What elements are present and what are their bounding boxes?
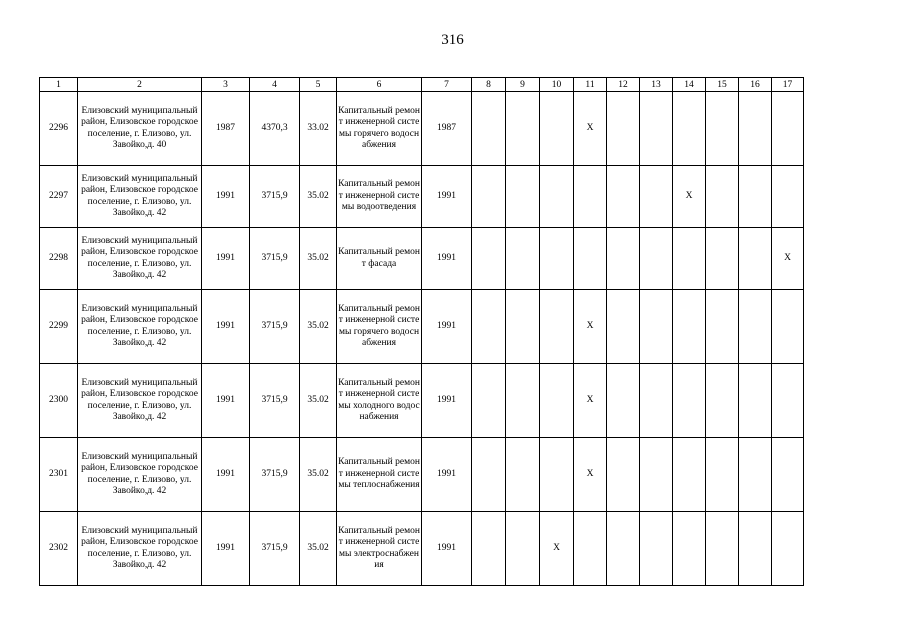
col-15-cell	[706, 364, 739, 438]
column-header-5: 5	[300, 78, 337, 92]
col-8-cell	[472, 290, 506, 364]
col-9-cell	[506, 92, 540, 166]
year-built-cell: 1991	[202, 166, 250, 228]
col-13-cell	[640, 166, 673, 228]
area-cell: 4370,3	[250, 92, 300, 166]
code-cell: 35.02	[300, 438, 337, 512]
column-header-7: 7	[422, 78, 472, 92]
col-14-cell	[673, 512, 706, 586]
table-row	[40, 290, 804, 364]
col-8-cell	[472, 228, 506, 290]
column-header-16: 16	[739, 78, 772, 92]
column-header-15: 15	[706, 78, 739, 92]
column-header-1: 1	[40, 78, 78, 92]
col-12-cell	[607, 438, 640, 512]
capital-repair-table	[39, 77, 804, 586]
address-cell: Елизовский муниципальный район, Елизовское городское поселение, г. Елизово, ул. Завойко,д. 40	[78, 92, 202, 166]
col-17-cell	[772, 290, 804, 364]
row-number-cell: 2296	[40, 92, 78, 166]
col-8-cell	[472, 166, 506, 228]
code-cell: 35.02	[300, 228, 337, 290]
col-16-cell	[739, 512, 772, 586]
col-12-cell	[607, 228, 640, 290]
table-row	[40, 438, 804, 512]
col-10-cell	[540, 228, 574, 290]
row-number-cell: 2297	[40, 166, 78, 228]
col-10-cell	[540, 364, 574, 438]
address-cell: Елизовский муниципальный район, Елизовское городское поселение, г. Елизово, ул. Завойко,д. 42	[78, 438, 202, 512]
code-cell: 33.02	[300, 92, 337, 166]
col-12-cell	[607, 290, 640, 364]
year-built-cell: 1991	[202, 438, 250, 512]
col-8-cell	[472, 364, 506, 438]
page-number: 316	[441, 32, 464, 48]
col-10-cell	[540, 290, 574, 364]
year-cell: 1991	[422, 228, 472, 290]
col-10-cell: X	[540, 512, 574, 586]
col-13-cell	[640, 290, 673, 364]
column-header-4: 4	[250, 78, 300, 92]
col-14-cell	[673, 364, 706, 438]
column-header-10: 10	[540, 78, 574, 92]
col-9-cell	[506, 228, 540, 290]
col-14-cell	[673, 438, 706, 512]
col-11-cell: X	[574, 92, 607, 166]
col-11-cell: X	[574, 364, 607, 438]
col-9-cell	[506, 166, 540, 228]
area-cell: 3715,9	[250, 166, 300, 228]
col-16-cell	[739, 166, 772, 228]
col-17-cell	[772, 438, 804, 512]
code-cell: 35.02	[300, 166, 337, 228]
col-9-cell	[506, 290, 540, 364]
year-cell: 1991	[422, 364, 472, 438]
table-row	[40, 512, 804, 586]
address-cell: Елизовский муниципальный район, Елизовское городское поселение, г. Елизово, ул. Завойко,д. 42	[78, 228, 202, 290]
col-8-cell	[472, 92, 506, 166]
col-13-cell	[640, 438, 673, 512]
col-13-cell	[640, 512, 673, 586]
work-type-cell: Капитальный ремонт фасада	[337, 228, 422, 290]
column-header-12: 12	[607, 78, 640, 92]
col-16-cell	[739, 92, 772, 166]
year-built-cell: 1991	[202, 512, 250, 586]
table-row	[40, 364, 804, 438]
col-10-cell	[540, 166, 574, 228]
address-cell: Елизовский муниципальный район, Елизовское городское поселение, г. Елизово, ул. Завойко,д. 42	[78, 512, 202, 586]
col-11-cell: X	[574, 290, 607, 364]
col-16-cell	[739, 438, 772, 512]
area-cell: 3715,9	[250, 290, 300, 364]
year-built-cell: 1991	[202, 364, 250, 438]
col-13-cell	[640, 228, 673, 290]
column-header-17: 17	[772, 78, 804, 92]
year-built-cell: 1987	[202, 92, 250, 166]
area-cell: 3715,9	[250, 364, 300, 438]
col-8-cell	[472, 438, 506, 512]
column-header-11: 11	[574, 78, 607, 92]
table-row	[40, 228, 804, 290]
table-body	[40, 92, 804, 586]
column-header-3: 3	[202, 78, 250, 92]
address-cell: Елизовский муниципальный район, Елизовское городское поселение, г. Елизово, ул. Завойко,д. 42	[78, 166, 202, 228]
col-16-cell	[739, 228, 772, 290]
row-number-cell: 2302	[40, 512, 78, 586]
col-9-cell	[506, 438, 540, 512]
col-14-cell	[673, 228, 706, 290]
col-13-cell	[640, 92, 673, 166]
row-number-cell: 2300	[40, 364, 78, 438]
col-12-cell	[607, 166, 640, 228]
work-type-cell: Капитальный ремонт инженерной системы электроснабжения	[337, 512, 422, 586]
col-15-cell	[706, 228, 739, 290]
year-built-cell: 1991	[202, 228, 250, 290]
year-cell: 1991	[422, 290, 472, 364]
work-type-cell: Капитальный ремонт инженерной системы водоотведения	[337, 166, 422, 228]
col-17-cell	[772, 166, 804, 228]
col-15-cell	[706, 290, 739, 364]
year-cell: 1991	[422, 512, 472, 586]
col-10-cell	[540, 438, 574, 512]
col-9-cell	[506, 364, 540, 438]
column-header-9: 9	[506, 78, 540, 92]
col-9-cell	[506, 512, 540, 586]
col-13-cell	[640, 364, 673, 438]
col-16-cell	[739, 290, 772, 364]
col-12-cell	[607, 364, 640, 438]
row-number-cell: 2298	[40, 228, 78, 290]
year-built-cell: 1991	[202, 290, 250, 364]
col-11-cell: X	[574, 438, 607, 512]
col-11-cell	[574, 166, 607, 228]
col-14-cell	[673, 290, 706, 364]
col-14-cell	[673, 92, 706, 166]
work-type-cell: Капитальный ремонт инженерной системы теплоснабжения	[337, 438, 422, 512]
column-header-8: 8	[472, 78, 506, 92]
year-cell: 1991	[422, 166, 472, 228]
col-14-cell: X	[673, 166, 706, 228]
work-type-cell: Капитальный ремонт инженерной системы горячего водоснабжения	[337, 92, 422, 166]
table-row	[40, 92, 804, 166]
row-number-cell: 2301	[40, 438, 78, 512]
table-row	[40, 166, 804, 228]
col-10-cell	[540, 92, 574, 166]
col-17-cell	[772, 364, 804, 438]
area-cell: 3715,9	[250, 228, 300, 290]
col-15-cell	[706, 512, 739, 586]
column-header-2: 2	[78, 78, 202, 92]
work-type-cell: Капитальный ремонт инженерной системы горячего водоснабжения	[337, 290, 422, 364]
col-16-cell	[739, 364, 772, 438]
col-15-cell	[706, 92, 739, 166]
header-row	[40, 78, 804, 92]
col-11-cell	[574, 228, 607, 290]
address-cell: Елизовский муниципальный район, Елизовское городское поселение, г. Елизово, ул. Завойко,д. 42	[78, 364, 202, 438]
address-cell: Елизовский муниципальный район, Елизовское городское поселение, г. Елизово, ул. Завойко,д. 42	[78, 290, 202, 364]
year-cell: 1987	[422, 92, 472, 166]
year-cell: 1991	[422, 438, 472, 512]
col-12-cell	[607, 92, 640, 166]
area-cell: 3715,9	[250, 438, 300, 512]
code-cell: 35.02	[300, 290, 337, 364]
col-15-cell	[706, 438, 739, 512]
col-17-cell	[772, 512, 804, 586]
col-15-cell	[706, 166, 739, 228]
work-type-cell: Капитальный ремонт инженерной системы холодного водоснабжения	[337, 364, 422, 438]
area-cell: 3715,9	[250, 512, 300, 586]
column-header-14: 14	[673, 78, 706, 92]
column-header-6: 6	[337, 78, 422, 92]
col-8-cell	[472, 512, 506, 586]
row-number-cell: 2299	[40, 290, 78, 364]
column-header-13: 13	[640, 78, 673, 92]
code-cell: 35.02	[300, 512, 337, 586]
code-cell: 35.02	[300, 364, 337, 438]
col-17-cell: X	[772, 228, 804, 290]
col-11-cell	[574, 512, 607, 586]
col-12-cell	[607, 512, 640, 586]
col-17-cell	[772, 92, 804, 166]
